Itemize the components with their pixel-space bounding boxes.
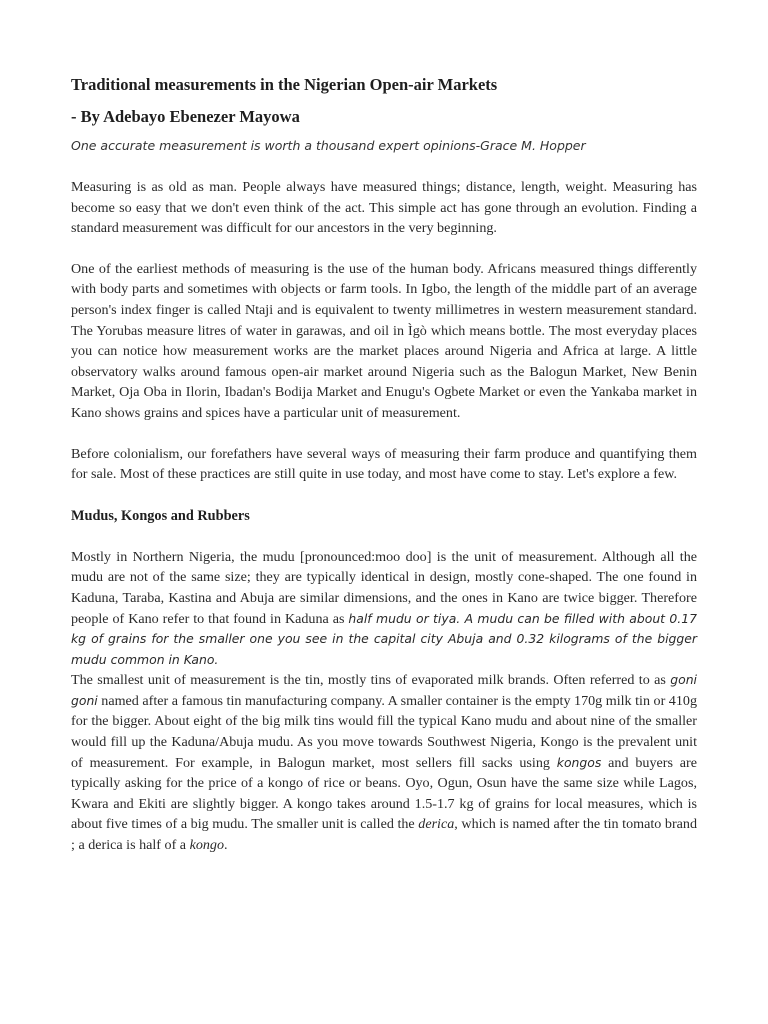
paragraph-mudu-text: Mostly in Northern Nigeria, the mudu [pronounced:moo doo] is the unit of measurement. Although all the mudu are not of the same size; they are typically identical in design, mostly cone-shaped. The one found in Kaduna, Taraba, Kastina and Abuja are similar dimensions, and the ones in Kano are twice bigger. Therefore people of Kano refer to that found in Kaduna as: [71, 548, 697, 627]
paragraph-body-measurement: One of the earliest methods of measuring is the use of the human body. Africans measured things differently with body parts and sometimes with objects or farm tools. In Igbo, the length of the middle part of an average person's index finger is called Ntaji and is equivalent to twenty millimetres in western measurement standard. The Yorubas measure litres of water in garawas, and oil in Ìgò which means bottle. The most everyday places you can notice how measurement works are the market places around Nigeria and Africa at large. A little observatory walks around famous open-air market around Nigeria such as the Balogun Market, New Benin Market, Oja Oba in Ilorin, Ibadan's Bodija Market and Enugu's Ogbete Market or even the Yankaba market in Kano shows grains and spices have a particular unit of measurement.: [71, 260, 697, 421]
paragraph-tin-text-3: and buyers are typically asking for the price of a kongo of rice or beans. Oyo, Ogun, Osun have the same size while Lagos, Kwara and Ekiti are slightly bigger. A kongo takes around 1.5-1.7 kg of grains for local measures, which is about five times of a big mudu. The smaller unit is called the: [71, 754, 697, 833]
paragraph-tin-kongo: [71, 670, 697, 855]
paragraph-tin-text-5: .: [224, 837, 228, 854]
goni-goni-italic: goni goni: [71, 672, 697, 708]
article-title: Traditional measurements in the Nigerian Open-air Markets: [71, 75, 498, 94]
kongos-italic: kongos: [556, 754, 602, 770]
paragraph-intro: Measuring is as old as man. People always have measured things; distance, length, weight. Measuring has become so easy that we don't even think of the act. This simple act has gone through an evolution. Finding a standard measurement was difficult for our ancestors in the very beginning.: [71, 179, 697, 237]
paragraph-mudu-italic: half mudu or tiya. A mudu can be filled with about 0.17 kg of grains for the smaller one you see in the capital city Abuja and 0.32 kilograms of the bigger mudu common in Kano.: [71, 610, 697, 667]
paragraph-colonialism: Before colonialism, our forefathers have several ways of measuring their farm produce and quantifying them for sale. Most of these practices are still quite in use today, and most have come to stay. Let's explore a few.: [71, 445, 697, 483]
section-heading: Mudus, Kongos and Rubbers: [71, 507, 250, 524]
paragraph-tin-text-1: The smallest unit of measurement is the tin, mostly tins of evaporated milk brands. Often referred to as: [71, 672, 671, 689]
kongo-italic: kongo: [189, 837, 225, 854]
paragraph-mudu: [71, 547, 697, 671]
derica-italic: derica: [418, 816, 455, 833]
article-author: - By Adebayo Ebenezer Mayowa: [71, 107, 300, 126]
paragraph-tin-text-4: , which is named after the tin tomato brand ; a derica is half of a: [71, 816, 697, 854]
paragraph-tin-text-2: named after a famous tin manufacturing company. A smaller container is the empty 170g milk tin or 410g for the bigger. About eight of the big milk tins would fill the typical Kano mudu and about nine of the smaller would fill up the Kaduna/Abuja mudu. As you move towards Southwest Nigeria, Kongo is the prevalent unit of measurement. For example, in Balogun market, most sellers fill sacks using: [71, 692, 697, 771]
epigraph-quote: One accurate measurement is worth a thousand expert opinions-Grace M. Hopper: [71, 138, 586, 153]
